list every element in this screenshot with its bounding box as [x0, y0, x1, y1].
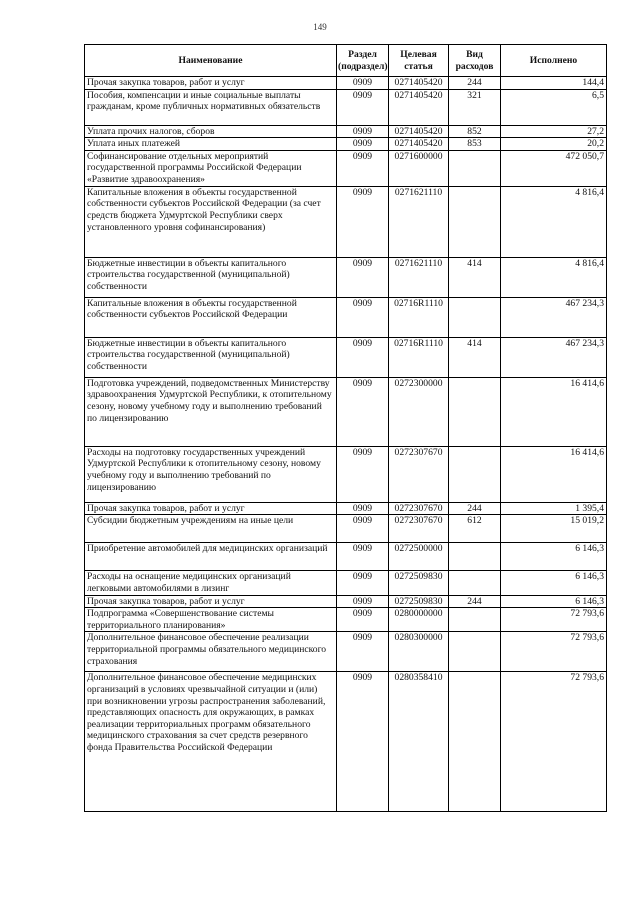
table-row — [85, 446, 607, 502]
cell-name: Прочая закупка товаров, работ и услуг — [85, 595, 337, 608]
cell-name: Прочая закупка товаров, работ и услуг — [85, 77, 337, 90]
cell-name: Приобретение автомобилей для медицинских организаций — [85, 543, 337, 571]
cell-target: 0271405420 — [389, 138, 449, 151]
cell-name: Софинансирование отдельных мероприятий государственной программы Российской Федерации «Развитие здравоохранения» — [85, 150, 337, 186]
cell-section: 0909 — [337, 337, 389, 377]
cell-target: 02716R1110 — [389, 337, 449, 377]
cell-name: Дополнительное финансовое обеспечение реализации территориальной программы обязательного медицинского страхования — [85, 632, 337, 672]
cell-name: Бюджетные инвестиции в объекты капитального строительства государственной (муниципальной) собственности — [85, 257, 337, 297]
cell-expense-type: 244 — [449, 77, 501, 90]
table-row — [85, 502, 607, 515]
cell-amount: 16 414,6 — [501, 446, 607, 502]
table-row — [85, 515, 607, 543]
cell-expense-type: 852 — [449, 125, 501, 138]
cell-target: 0272500000 — [389, 543, 449, 571]
cell-expense-type: 612 — [449, 515, 501, 543]
table-row — [85, 138, 607, 151]
cell-section: 0909 — [337, 377, 389, 446]
table-row — [85, 150, 607, 186]
cell-amount: 1 395,4 — [501, 502, 607, 515]
cell-name: Уплата иных платежей — [85, 138, 337, 151]
cell-expense-type — [449, 446, 501, 502]
cell-target: 0271405420 — [389, 77, 449, 90]
cell-name: Расходы на оснащение медицинских организаций легковыми автомобилями в лизинг — [85, 571, 337, 595]
cell-name: Дополнительное финансовое обеспечение медицинских организаций в условиях чрезвычайной ситуации и (или) при возникновении угрозы распространения заболеваний, представляющих опасность для окружающих, в рамках реализации территориальных программ обязательного медицинского страхования за счет средств резервного фонда Правительства Российской Федерации — [85, 672, 337, 812]
cell-amount: 472 050,7 — [501, 150, 607, 186]
cell-expense-type — [449, 186, 501, 257]
cell-section: 0909 — [337, 595, 389, 608]
table-row — [85, 125, 607, 138]
cell-expense-type — [449, 543, 501, 571]
cell-expense-type: 414 — [449, 337, 501, 377]
cell-section: 0909 — [337, 186, 389, 257]
cell-amount: 4 816,4 — [501, 257, 607, 297]
cell-section: 0909 — [337, 89, 389, 125]
table-row — [85, 543, 607, 571]
cell-amount: 72 793,6 — [501, 632, 607, 672]
cell-amount: 27,2 — [501, 125, 607, 138]
cell-target: 0272307670 — [389, 446, 449, 502]
cell-amount: 16 414,6 — [501, 377, 607, 446]
cell-target: 0272307670 — [389, 515, 449, 543]
cell-section: 0909 — [337, 77, 389, 90]
cell-amount: 467 234,3 — [501, 337, 607, 377]
table-row — [85, 186, 607, 257]
cell-target: 0280000000 — [389, 608, 449, 632]
cell-target: 0272300000 — [389, 377, 449, 446]
cell-section: 0909 — [337, 515, 389, 543]
table-row — [85, 337, 607, 377]
cell-target: 0272509830 — [389, 595, 449, 608]
cell-section: 0909 — [337, 608, 389, 632]
cell-section: 0909 — [337, 125, 389, 138]
cell-expense-type — [449, 297, 501, 337]
header-executed: Исполнено — [501, 45, 607, 77]
cell-section: 0909 — [337, 297, 389, 337]
cell-amount: 467 234,3 — [501, 297, 607, 337]
cell-name: Капитальные вложения в объекты государственной собственности субъектов Российской Федерации (за счет средств бюджета Удмуртской Республики сверх установленного уровня софинансирования) — [85, 186, 337, 257]
cell-amount: 4 816,4 — [501, 186, 607, 257]
cell-expense-type — [449, 150, 501, 186]
cell-amount: 15 019,2 — [501, 515, 607, 543]
cell-expense-type — [449, 632, 501, 672]
cell-amount: 6,5 — [501, 89, 607, 125]
table-row — [85, 595, 607, 608]
budget-table — [84, 44, 607, 812]
cell-amount: 6 146,3 — [501, 543, 607, 571]
cell-name: Капитальные вложения в объекты государственной собственности субъектов Российской Федерации — [85, 297, 337, 337]
cell-section: 0909 — [337, 502, 389, 515]
cell-expense-type: 244 — [449, 502, 501, 515]
cell-target: 0272509830 — [389, 571, 449, 595]
cell-expense-type — [449, 377, 501, 446]
cell-target: 0271621110 — [389, 186, 449, 257]
header-target: Целевая статья — [389, 45, 449, 77]
cell-name: Пособия, компенсации и иные социальные выплаты гражданам, кроме публичных нормативных обязательств — [85, 89, 337, 125]
header-expense-type: Вид расходов — [449, 45, 501, 77]
cell-expense-type — [449, 608, 501, 632]
cell-section: 0909 — [337, 632, 389, 672]
cell-target: 0271600000 — [389, 150, 449, 186]
cell-target: 0271405420 — [389, 89, 449, 125]
table-row — [85, 77, 607, 90]
table-header-row — [85, 45, 607, 77]
cell-target: 0271405420 — [389, 125, 449, 138]
cell-amount: 72 793,6 — [501, 608, 607, 632]
table-row — [85, 672, 607, 812]
cell-amount: 6 146,3 — [501, 595, 607, 608]
header-name: Наименование — [85, 45, 337, 77]
cell-target: 0272307670 — [389, 502, 449, 515]
table-row — [85, 297, 607, 337]
cell-expense-type: 321 — [449, 89, 501, 125]
cell-name: Прочая закупка товаров, работ и услуг — [85, 502, 337, 515]
cell-section: 0909 — [337, 138, 389, 151]
cell-expense-type — [449, 571, 501, 595]
cell-expense-type: 244 — [449, 595, 501, 608]
cell-name: Подготовка учреждений, подведомственных Министерству здравоохранения Удмуртской Республики, к отопительному сезону, новому учебному году и выполнению требований по лицензированию — [85, 377, 337, 446]
cell-amount: 72 793,6 — [501, 672, 607, 812]
table-row — [85, 571, 607, 595]
cell-section: 0909 — [337, 257, 389, 297]
table-row — [85, 632, 607, 672]
cell-target: 02716R1110 — [389, 297, 449, 337]
cell-expense-type — [449, 672, 501, 812]
cell-expense-type: 853 — [449, 138, 501, 151]
table-row — [85, 608, 607, 632]
header-section: Раздел (подраздел) — [337, 45, 389, 77]
cell-section: 0909 — [337, 571, 389, 595]
page-number: 149 — [313, 22, 327, 32]
cell-amount: 144,4 — [501, 77, 607, 90]
cell-expense-type: 414 — [449, 257, 501, 297]
cell-name: Подпрограмма «Совершенствование системы территориального планирования» — [85, 608, 337, 632]
cell-amount: 20,2 — [501, 138, 607, 151]
table-row — [85, 89, 607, 125]
cell-section: 0909 — [337, 150, 389, 186]
table-row — [85, 257, 607, 297]
cell-target: 0280358410 — [389, 672, 449, 812]
cell-section: 0909 — [337, 446, 389, 502]
cell-section: 0909 — [337, 672, 389, 812]
cell-name: Уплата прочих налогов, сборов — [85, 125, 337, 138]
cell-name: Бюджетные инвестиции в объекты капитального строительства государственной (муниципальной) собственности — [85, 337, 337, 377]
table-row — [85, 377, 607, 446]
cell-target: 0280300000 — [389, 632, 449, 672]
cell-name: Субсидии бюджетным учреждениям на иные цели — [85, 515, 337, 543]
cell-section: 0909 — [337, 543, 389, 571]
cell-name: Расходы на подготовку государственных учреждений Удмуртской Республики к отопительному сезону, новому учебному году и выполнению требований по лицензированию — [85, 446, 337, 502]
cell-target: 0271621110 — [389, 257, 449, 297]
cell-amount: 6 146,3 — [501, 571, 607, 595]
